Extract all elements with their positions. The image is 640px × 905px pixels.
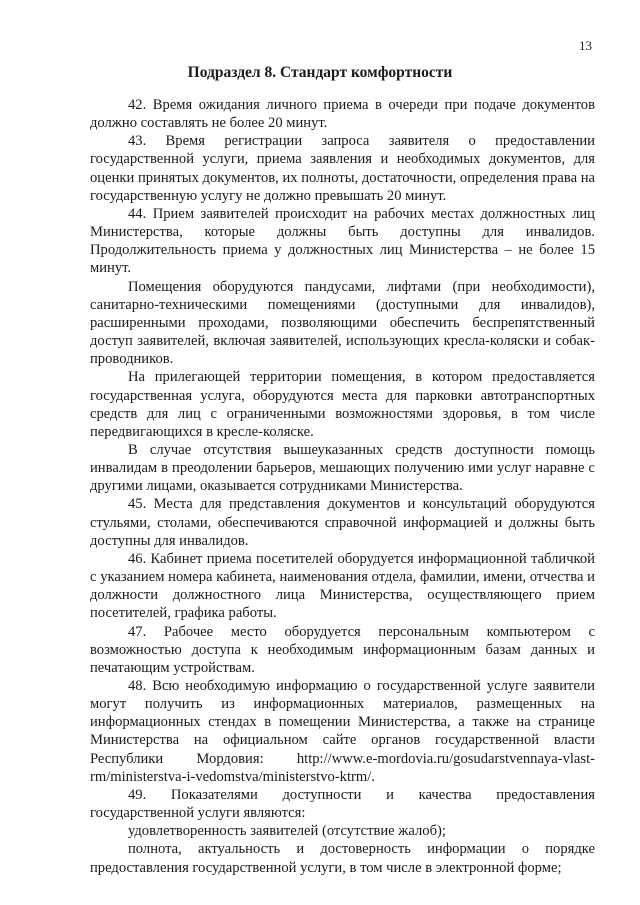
paragraph-48: 48. Всю необходимую информацию о государственной услуге заявители могут получить из информационных материалов, размещенных на информационных стендах в помещении Министерства, а также на странице Министерства на официальном сайте органов государственной власти Республики Мордовия: http://www.e-mordovia.ru/gosudarstvennaya-vlast-rm/ministerstva-i-vedomstva/ministerstvo-ktrm/.	[90, 678, 595, 785]
paragraph-satisfaction: удовлетворенность заявителей (отсутствие жалоб);	[128, 823, 446, 840]
paragraph-information-quality: полнота, актуальность и достоверность информации о порядке предоставления государственной услуги, в том числе в электронной форме;	[90, 841, 595, 876]
paragraph-43: 43. Время регистрации запроса заявителя о предоставлении государственной услуги, приема заявления и необходимых документов, для оценки принятых документов, их полноты, достаточности, определения права на государственную услугу не должно превышать 20 минут.	[90, 133, 595, 204]
paragraph-44: 44. Прием заявителей происходит на рабочих местах должностных лиц Министерства, которые должны быть доступны для инвалидов. Продолжительность приема у должностных лиц Министерства – не более 15 минут.	[90, 205, 595, 277]
page-number: 13	[579, 38, 592, 53]
paragraph-parking: На прилегающей территории помещения, в котором предоставляется государственная услуга, оборудуются места для парковки автотранспортных средств для лиц с ограниченными возможностями здоровья, в том числе передвигающихся в кресле-коляске.	[90, 369, 595, 440]
paragraph-42: 42. Время ожидания личного приема в очереди при подаче документов должно составлять не более 20 минут.	[90, 97, 595, 132]
document-body	[90, 96, 595, 877]
paragraph-46: 46. Кабинет приема посетителей оборудуется информационной табличкой с указанием номера кабинета, наименования отдела, фамилии, имени, отчества и должности должностного лица Министерства, осуществляющего прием посетителей, графика работы.	[90, 550, 595, 622]
paragraph-assistance: В случае отсутствия вышеуказанных средств доступности помощь инвалидам в преодолении барьеров, мешающих получению ими услуг наравне с другими лицами, оказывается сотрудниками Министерства.	[90, 441, 595, 495]
paragraph-47: 47. Рабочее место оборудуется персональным компьютером с возможностью доступа к необходимым информационным базам данных и печатающим устройствам.	[90, 623, 595, 676]
paragraph-49: 49. Показателями доступности и качества предоставления государственной услуги являются:	[90, 786, 595, 822]
section-heading: Подраздел 8. Стандарт комфортности	[187, 64, 453, 81]
paragraph-premises-equipment: Помещения оборудуются пандусами, лифтами (при необходимости), санитарно-техническими помещениями (доступными для инвалидов), расширенными проходами, позволяющими обеспечить беспрепятственный доступ заявителей, включая заявителей, использующих кресла-коляски и собак-проводников.	[90, 278, 595, 368]
paragraph-45: 45. Места для представления документов и консультаций оборудуются стульями, столами, обеспечиваются справочной информацией и должны быть доступны для инвалидов.	[90, 496, 595, 549]
